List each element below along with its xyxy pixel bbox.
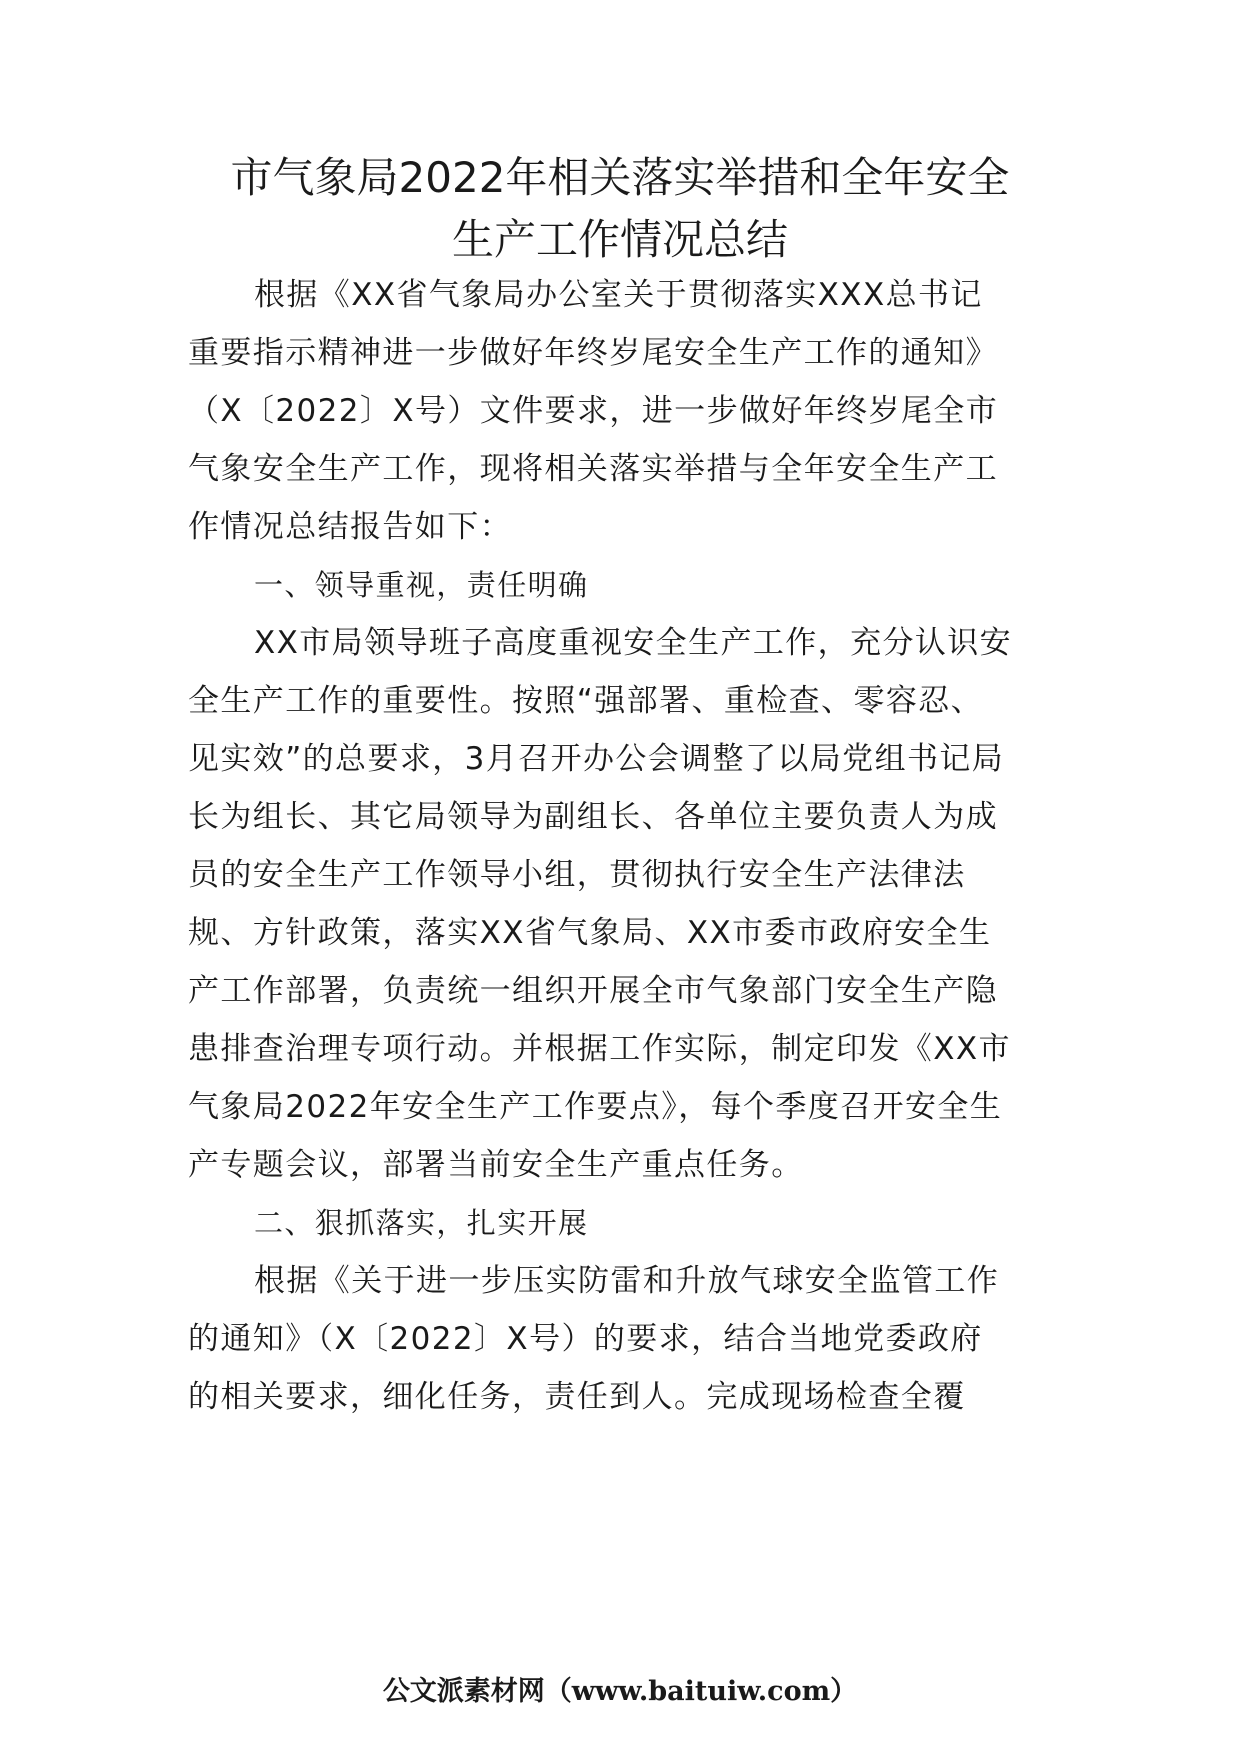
body-line: XX市局领导班子高度重视安全生产工作，充分认识安 — [254, 625, 1013, 661]
body-line: 气象局2022年安全生产工作要点》，每个季度召开安全生 — [188, 1089, 1003, 1125]
body-line: 全生产工作的重要性。按照“强部署、重检查、零容忍、 — [188, 683, 984, 719]
body-line: 产工作部署，负责统一组织开展全市气象部门安全生产隐 — [188, 973, 998, 1009]
body-line: 的通知》（X〔2022〕X号）的要求，结合当地党委政府 — [188, 1321, 983, 1357]
section-heading-2: 二、狠抓落实，扎实开展 — [254, 1206, 589, 1240]
body-line: 员的安全生产工作领导小组，贯彻执行安全生产法律法 — [188, 857, 966, 893]
body-line: 的相关要求，细化任务，责任到人。完成现场检查全覆 — [188, 1379, 966, 1415]
body-line: 根据《XX省气象局办公室关于贯彻落实XXX总书记 — [254, 277, 983, 313]
body-line: 见实效”的总要求，3月召开办公会调整了以局党组书记局 — [188, 741, 1005, 777]
body-line: 规、方针政策，落实XX省气象局、XX市委市政府安全生 — [188, 915, 992, 951]
body-line: （X〔2022〕X号）文件要求，进一步做好年终岁尾全市 — [188, 393, 999, 429]
body-line: 重要指示精神进一步做好年终岁尾安全生产工作的通知》 — [188, 335, 998, 371]
body-line: 作情况总结报告如下： — [188, 509, 512, 545]
body-line: 长为组长、其它局领导为副组长、各单位主要负责人为成 — [188, 799, 998, 835]
body-line: 患排查治理专项行动。并根据工作实际，制定印发《XX市 — [188, 1031, 1011, 1067]
section-heading-1: 一、领导重视，责任明确 — [254, 568, 589, 602]
document-title-line-1: 市气象局2022年相关落实举措和全年安全 — [230, 153, 1010, 202]
document-title-line-2: 生产工作情况总结 — [451, 215, 788, 264]
body-line: 气象安全生产工作，现将相关落实举措与全年安全生产工 — [188, 451, 998, 487]
footer-watermark-text: 公文派素材网（www.baituiw.com） — [382, 1676, 858, 1707]
body-line: 产专题会议，部署当前安全生产重点任务。 — [188, 1147, 804, 1183]
body-line: 根据《关于进一步压实防雷和升放气球安全监管工作 — [254, 1263, 1000, 1299]
